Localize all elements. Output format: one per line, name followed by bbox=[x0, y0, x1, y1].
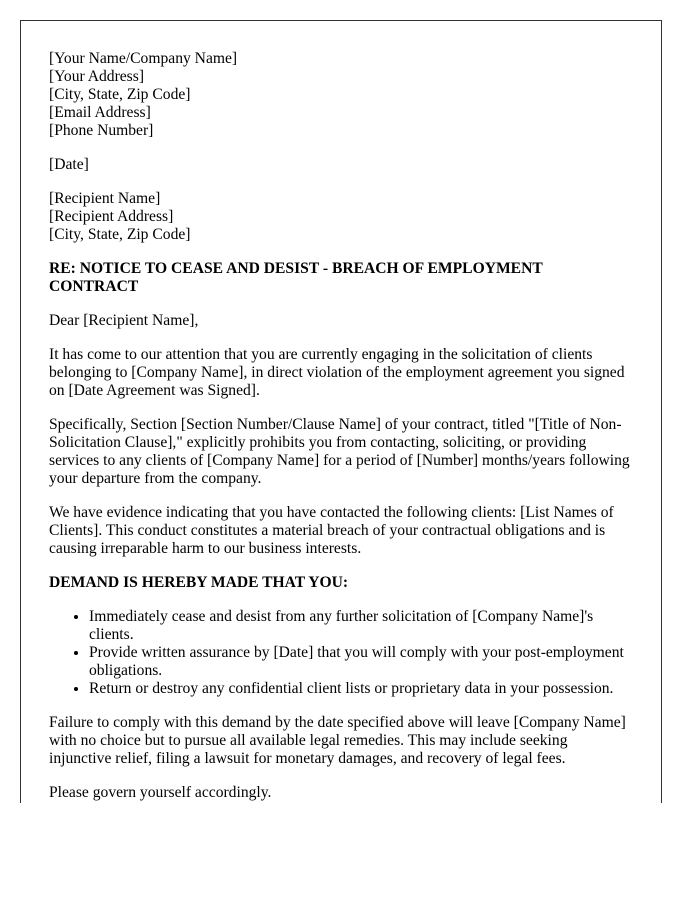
sender-address: [Your Address] bbox=[49, 68, 145, 85]
cease-and-desist-letter bbox=[20, 20, 662, 803]
consequence-paragraph: Failure to comply with this demand by the date specified above will leave [Company Name] with no choice but to pursue all available legal remedies. This may include seeking injunctive relief, filing a lawsuit for monetary damages, and recovery of legal fees. bbox=[49, 714, 626, 767]
document-viewport bbox=[20, 20, 662, 803]
sender-phone: [Phone Number] bbox=[49, 122, 154, 139]
recipient-city-state-zip: [City, State, Zip Code] bbox=[49, 226, 191, 243]
demand-item: • Provide written assurance by [Date] that you will comply with your post-employment obligations. bbox=[89, 644, 633, 680]
recipient-name: [Recipient Name] bbox=[49, 190, 161, 207]
demand-item: • Immediately cease and desist from any further solicitation of [Company Name]'s clients. bbox=[89, 608, 633, 644]
recipient-address: [Recipient Address] bbox=[49, 208, 174, 225]
body-paragraph-2: Specifically, Section [Section Number/Clause Name] of your contract, titled "[Title of Non-Solicitation Clause]," explicitly prohibits you from contacting, soliciting, or providing services to any clients of [Company Name] for a period of [Number] months/years following your departure from the company. bbox=[49, 416, 630, 487]
sender-name: [Your Name/Company Name] bbox=[49, 50, 238, 67]
recipient-block bbox=[49, 190, 633, 244]
body-paragraph-1: It has come to our attention that you are currently engaging in the solicitation of clients belonging to [Company Name], in direct violation of the employment agreement you signed on [Date Agreement was Signed]. bbox=[49, 346, 625, 399]
sender-email: [Email Address] bbox=[49, 104, 151, 121]
demand-item: • Return or destroy any confidential client lists or proprietary data in your possession. bbox=[89, 680, 633, 698]
letter-date: [Date] bbox=[49, 156, 89, 173]
demand-list bbox=[49, 608, 633, 698]
salutation: Dear [Recipient Name], bbox=[49, 312, 199, 329]
closing-line: Please govern yourself accordingly. bbox=[49, 784, 272, 801]
sender-city-state-zip: [City, State, Zip Code] bbox=[49, 86, 191, 103]
body-paragraph-3: We have evidence indicating that you have contacted the following clients: [List Names of Clients]. This conduct constitutes a material breach of your contractual obligations and is causing irreparable harm to our business interests. bbox=[49, 504, 614, 557]
demand-heading: DEMAND IS HEREBY MADE THAT YOU: bbox=[49, 574, 349, 591]
subject-line: RE: NOTICE TO CEASE AND DESIST - BREACH OF EMPLOYMENT CONTRACT bbox=[49, 260, 543, 295]
date-block bbox=[49, 156, 633, 174]
sender-block bbox=[49, 50, 633, 140]
